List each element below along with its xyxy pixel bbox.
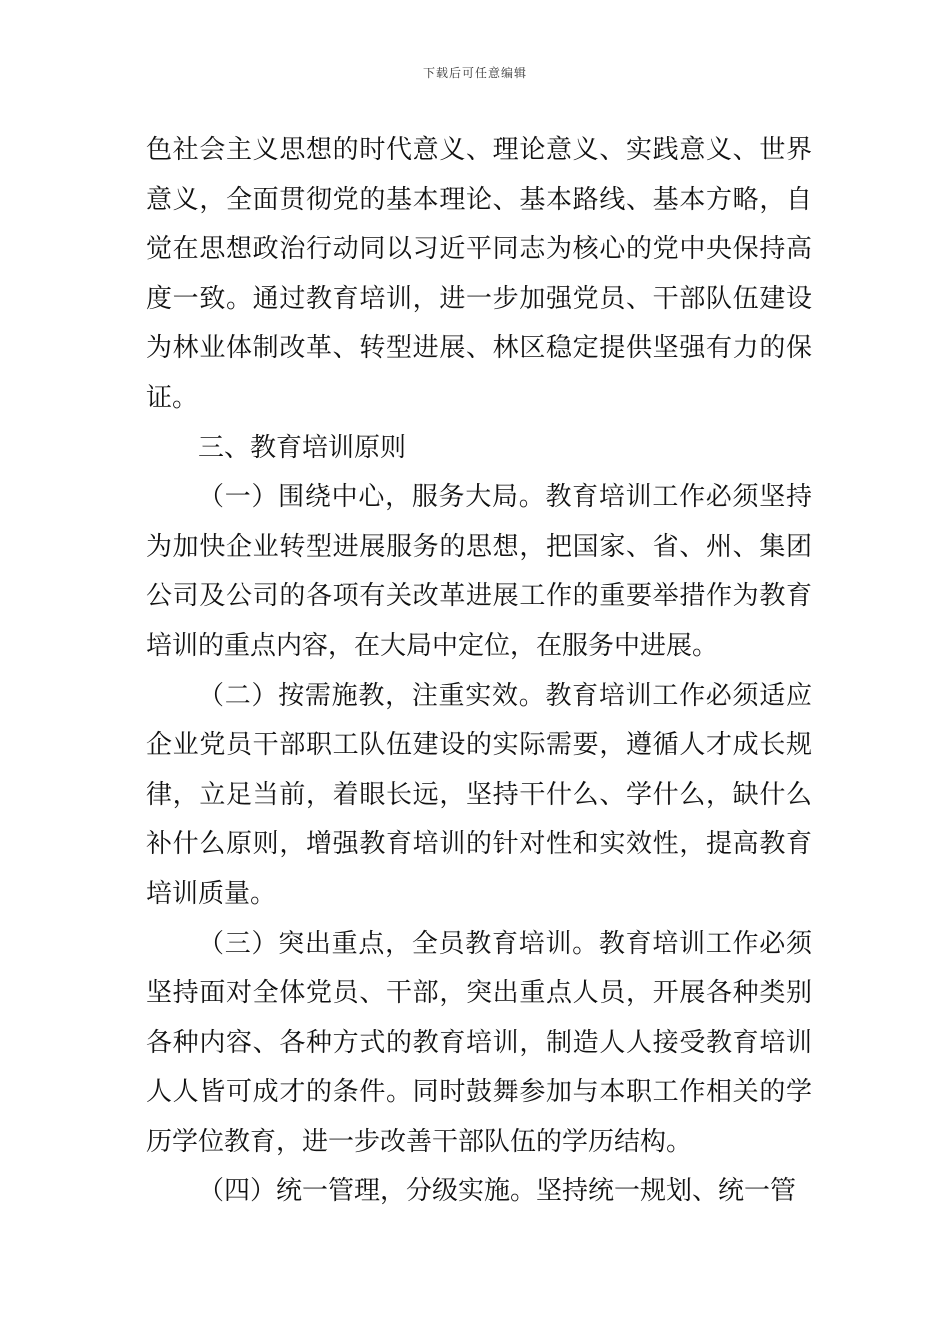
page-header-note: 下载后可任意编辑 — [422, 66, 527, 80]
paragraph-principle-three: （三）突出重点，全员教育培训。教育培训工作必须坚持面对全体党员、干部，突出重点人员，开展各种类别各种内容、各种方式的教育培训，制造人人接受教育培训人人皆可成才的条件。同时鼓舞参加与本职工作相关的学历学位教育，进一步改善干部队伍的学历结构。 — [146, 928, 812, 1157]
section-heading-principles: 三、教育培训原则 — [198, 432, 407, 463]
paragraph-principle-two: （二）按需施教，注重实效。教育培训工作必须适应企业党员干部职工队伍建设的实际需要，遵循人才成长规律，立足当前，着眼长远，坚持干什么、学什么，缺什么补什么原则，增强教育培训的针对性和实效性，提高教育培训质量。 — [146, 680, 812, 909]
document-body — [146, 126, 812, 1217]
paragraph-intro-continued: 色社会主义思想的时代意义、理论意义、实践意义、世界意义，全面贯彻党的基本理论、基本路线、基本方略，自觉在思想政治行动同以习近平同志为核心的党中央保持高度一致。通过教育培训，进一步加强党员、干部队伍建设为林业体制改革、转型进展、林区稳定提供坚强有力的保证。 — [146, 135, 812, 413]
paragraph-principle-four: （四）统一管理，分级实施。坚持统一规划、统一管 — [198, 1176, 797, 1207]
paragraph-principle-one: （一）围绕中心，服务大局。教育培训工作必须坚持为加快企业转型进展服务的思想，把国家、省、州、集团公司及公司的各项有关改革进展工作的重要举措作为教育培训的重点内容，在大局中定位，在服务中进展。 — [146, 482, 812, 661]
